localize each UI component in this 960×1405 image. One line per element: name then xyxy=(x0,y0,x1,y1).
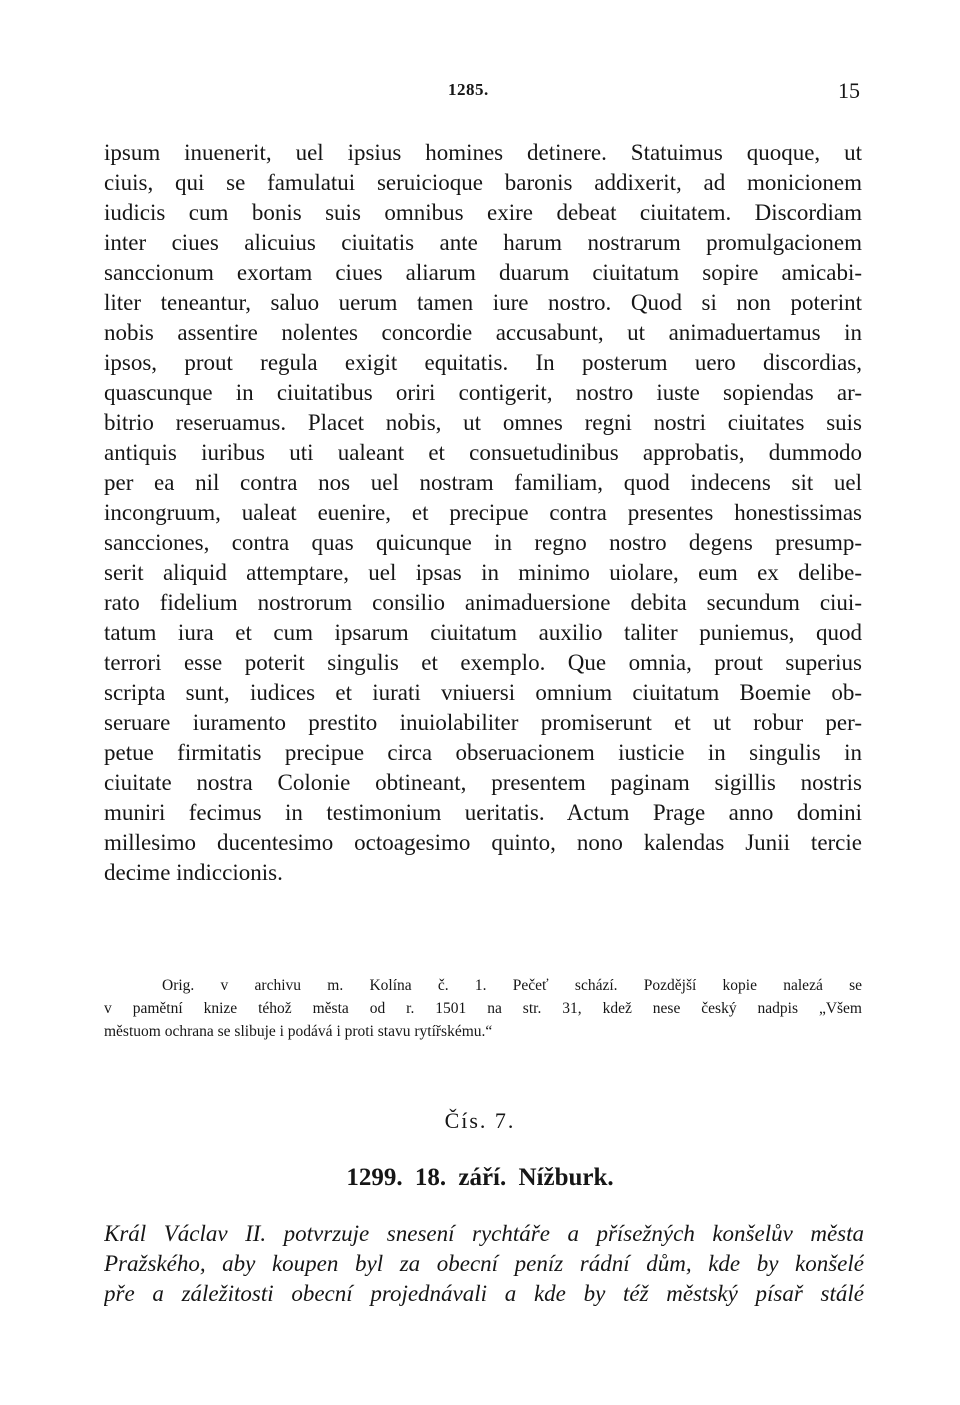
regest-text xyxy=(104,1219,864,1309)
running-head xyxy=(0,78,960,102)
text-line: sancciones, contra quas quicunque in regno nostro degens presump- xyxy=(104,530,862,555)
text-line: iudicis cum bonis suis omnibus exire debeat ciuitatem. Discordiam xyxy=(104,200,862,225)
text-line: tatum iura et cum ipsarum ciuitatum auxilio taliter puniemus, quod xyxy=(104,620,862,645)
text-line: sanccionum exortam ciues aliarum duarum ciuitatum sopire amicabi- xyxy=(104,260,862,285)
main-text xyxy=(104,138,862,888)
text-line: bitrio reseruamus. Placet nobis, ut omnes regni nostri ciuitates suis xyxy=(104,410,862,435)
text-line: muniri fecimus in testimonium ueritatis. Actum Prage anno domini xyxy=(104,800,862,825)
running-head-year: 1285. xyxy=(448,80,489,99)
regest-line: pře a záležitosti obecní projednávali a kde by též městský písař stálé xyxy=(104,1281,864,1306)
note-line: Orig. v archivu m. Kolína č. 1. Pečeť schází. Pozdější kopie nalezá se xyxy=(162,977,862,994)
text-line: seruare iuramento prestito inuiolabiliter promiserunt et ut robur per- xyxy=(104,710,862,735)
regest-line: Král Václav II. potvrzuje snesení rychtáře a přísežných konšelův města xyxy=(104,1221,864,1246)
text-line: antiquis iuribus uti ualeant et consuetudinibus approbatis, dummodo xyxy=(104,440,862,465)
document-heading: 1299. 18. září. Nížburk. xyxy=(346,1164,614,1191)
text-line: serit aliquid attemptare, uel ipsas in minimo uiolare, eum ex delibe- xyxy=(104,560,862,585)
text-line: ciuitate nostra Colonie obtineant, presentem paginam sigillis nostris xyxy=(104,770,862,795)
text-line: incongruum, ualeat euenire, et precipue contra presentes honestissimas xyxy=(104,500,862,525)
text-line: nobis assentire nolentes concordie accusabunt, ut animaduertamus in xyxy=(104,320,862,345)
text-line: decime indiccionis. xyxy=(104,860,283,885)
text-line: scripta sunt, iudices et iurati vniuersi omnium ciuitatum Boemie ob- xyxy=(104,680,862,705)
text-line: quascunque in ciuitatibus oriri contigerit, nostro iuste sopiendas ar- xyxy=(104,380,862,405)
text-line: ipsum inuenerit, uel ipsius homines detinere. Statuimus quoque, ut xyxy=(104,140,862,165)
text-line: millesimo ducentesimo octoagesimo quinto, nono kalendas Junii tercie xyxy=(104,830,862,855)
text-line: per ea nil contra nos uel nostram familiam, quod indecens sit uel xyxy=(104,470,862,495)
text-line: liter teneantur, saluo uerum tamen iure nostro. Quod si non poterint xyxy=(104,290,862,315)
text-line: ciuis, qui se famulatui seruicioque baronis addixerit, ad monicionem xyxy=(104,170,862,195)
document-number: Čís. 7. xyxy=(444,1108,516,1133)
text-line: terrori esse poterit singulis et exemplo. Que omnia, prout superius xyxy=(104,650,862,675)
regest-line: Pražského, aby koupen byl za obecní peníz rádní dům, kde by konšelé xyxy=(104,1251,864,1276)
page-number: 15 xyxy=(838,78,860,103)
note-line: městuom ochrana se slibuje i podává i proti stavu rytířskému.“ xyxy=(104,1023,493,1040)
text-line: ipsos, prout regula exigit equitatis. In posterum uero discordias, xyxy=(104,350,862,375)
note-line: v pamětní knize téhož města od r. 1501 na str. 31, kdež nese český nadpis „Všem xyxy=(104,1000,862,1017)
text-line: petue firmitatis precipue circa obseruacionem iusticie in singulis in xyxy=(104,740,862,765)
source-note xyxy=(104,974,862,1043)
text-line: inter ciues alicuius ciuitatis ante harum nostrarum promulgacionem xyxy=(104,230,862,255)
text-line: rato fidelium nostrorum consilio animaduersione debita secundum ciui- xyxy=(104,590,862,615)
